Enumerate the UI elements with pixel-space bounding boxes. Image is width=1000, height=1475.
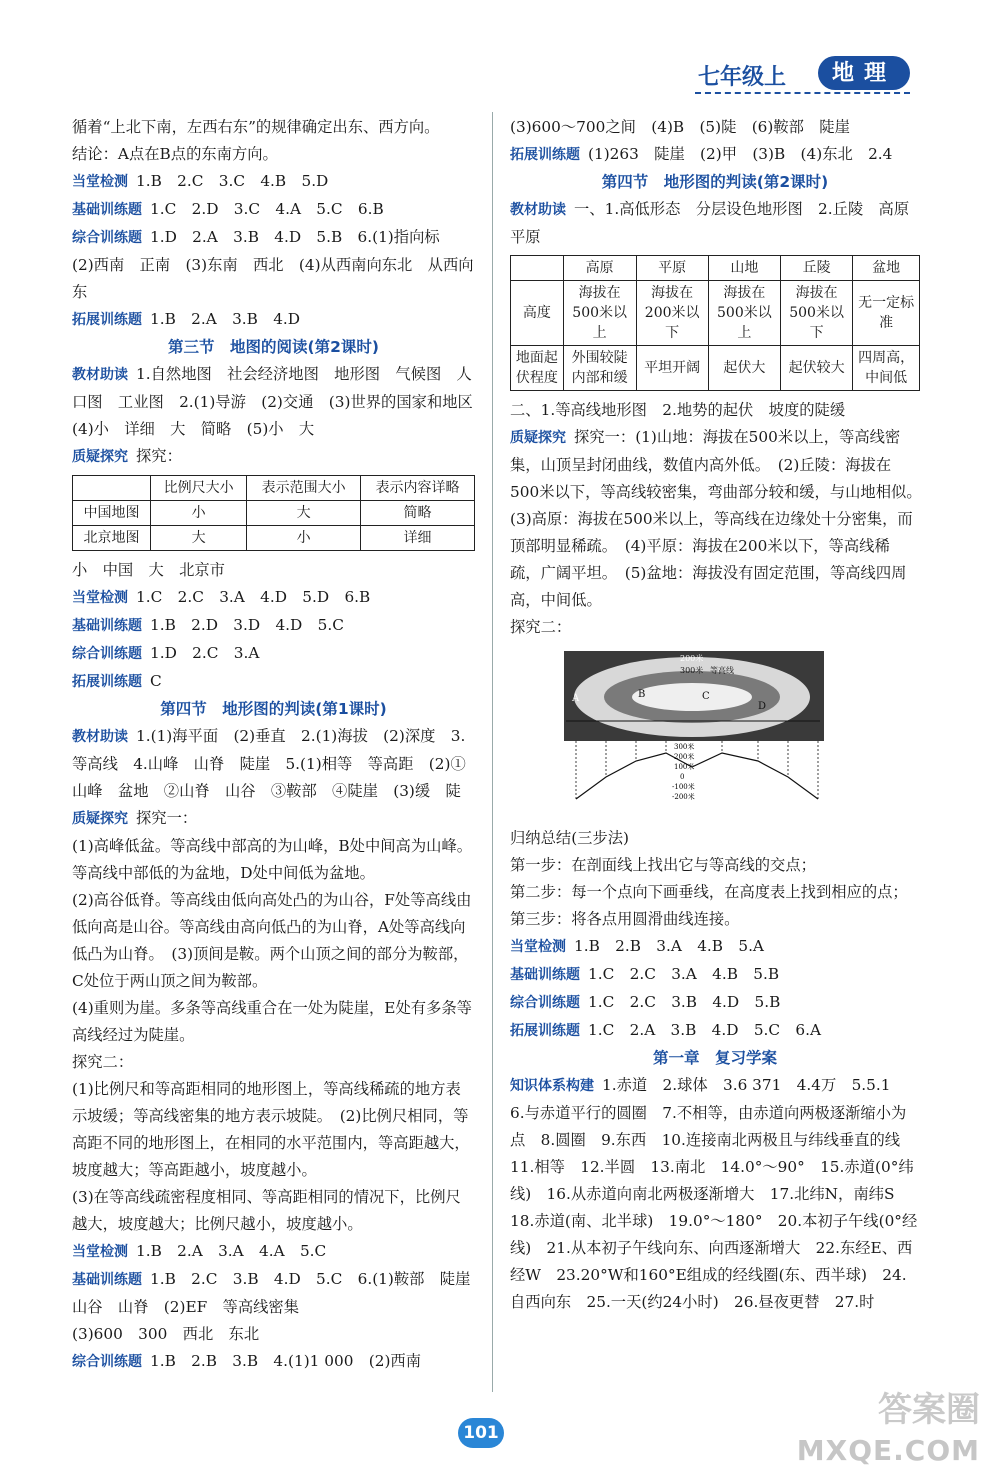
answer-line: 拓展训练题 1.C 2.A 3.B 4.D 5.C 6.A: [510, 1021, 822, 1039]
paragraph: 探究二：: [510, 618, 572, 636]
contour-map-svg: [562, 649, 852, 819]
column-divider: [492, 112, 493, 1392]
table-row: 高度 海拔在500米以上 海拔在200米以下 海拔在500米以上 海拔在500米以下 无一定标准: [511, 281, 920, 346]
answer-line: 当堂检测 1.B 2.A 3.A 4.A 5.C: [72, 1242, 327, 1260]
contour-inner: [632, 683, 752, 711]
height-label: -100米: [672, 783, 695, 791]
contour-label: 200米: [680, 654, 704, 663]
paragraph: (3)在等高线疏密程度相同、等高距相同的情况下，比例尺越大，坡度越大；比例尺越小，坡度越小。: [72, 1188, 461, 1233]
drop-lines: [576, 741, 818, 799]
contour-label: 300米: [680, 666, 704, 675]
section-title: 第一章 复习学案: [652, 1049, 777, 1067]
section-title: 第四节 地形图的判读(第1课时): [160, 700, 387, 718]
paragraph: 第一步：在剖面线上找出它与等高线的交点；: [510, 856, 816, 874]
section-title: 第四节 地形图的判读(第2课时): [601, 173, 829, 191]
answer-line: 综合训练题 1.C 2.C 3.B 4.D 5.B: [510, 993, 781, 1011]
paragraph: 第三步：将各点用圆滑曲线连接。: [510, 910, 740, 928]
point-label: A: [572, 693, 580, 704]
answer-line: 基础训练题 1.C 2.C 3.A 4.B 5.B: [510, 965, 780, 983]
paragraph: 探究二：: [72, 1053, 134, 1071]
contour-profile-figure: [562, 649, 852, 819]
answer-line: 教材助读 1.(1)海平面 (2)垂直 2.(1)海拔 (2)深度 3.等高线 4.山峰 山脊 陡崖 5.(1)相等 等高距 (2)①山峰 盆地 ②山脊 山谷 ③鞍部 ④陡崖 (3)缓 陡: [72, 727, 466, 800]
answer-line: 拓展训练题 (1)263 陡崖 (2)甲 (3)B (4)东北 2.4: [510, 145, 893, 163]
point-label: C: [702, 691, 710, 702]
answer-line: 质疑探究 探究一：(1)山地：海拔在500米以上，等高线密集，山顶呈封闭曲线，数值内高外低。 (2)丘陵：海拔在500米以下，等高线较密集，弯曲部分较和缓，与山地相似。 (3)高原：海拔在500米以上，等高线在边缘处十分密集，而顶部明显稀疏。 (4)平原：海拔在200米以下，等高线稀疏，广阔平坦。 (5)盆地：海拔没有固定范围，等高线四周高，中间低。: [510, 428, 930, 609]
table-row: 中国地图 小 大 简略: [73, 501, 475, 526]
watermark-url: MXQE.COM: [796, 1434, 980, 1467]
profile-curve: [576, 753, 818, 799]
paragraph: 循着“上北下南，左西右东”的规律确定出东、西方向。: [72, 118, 440, 136]
answer-line: 教材助读 1.自然地图 社会经济地图 地形图 气候图 人口图 工业图 2.(1)导游 (2)交通 (3)世界的国家和地区 (4)小 详细 大 简略 (5)小 大: [72, 365, 489, 438]
table-row: 北京地图 大 小 详细: [73, 526, 475, 551]
height-label: 0: [680, 773, 685, 781]
paragraph: 结论：A点在B点的东南方向。: [72, 145, 278, 163]
answer-line: 拓展训练题 C: [72, 672, 162, 690]
answer-line: 知识体系构建 1.赤道 2.球体 3.6 371 4.4万 5.5.1 6.与赤道平行的圆圈 7.不相等，由赤道向两极逐渐缩小为点 8.圆圈 9.东西 10.连接南北两极且与纬线垂直的线 11.相等 12.半圆 13.南北 14.0°～90° 15.赤道(0°纬线) 16.从赤道向南北两极逐渐增大 17.北纬N，南纬S 18.赤道(南、北半球) 19.0°～180° 20.本初子午线(0°经线) 21.从本初子午线向东、向西逐渐增大 22.东经E、西经W 23.20°W和160°E组成的经线圈(东、西半球) 24.自西向东 25.一天(约24小时) 26.昼夜更替 27.时: [510, 1076, 918, 1311]
height-label: -200米: [672, 793, 695, 801]
answer-line: 教材助读 一、1.高低形态 分层设色地形图 2.丘陵 高原 平原: [510, 200, 925, 246]
table-row: 地面起伏程度 外围较陡内部和缓 平坦开阔 起伏大 起伏较大 四周高，中间低: [511, 346, 920, 391]
paragraph: (1)比例尺和等高距相同的地形图上，等高线稀疏的地方表示坡缓；等高线密集的地方表示坡陡。 (2)比例尺相同，等高距不同的地形图上，在相同的水平范围内，等高距越大，坡度越大；等高距越小，坡度越小。: [72, 1080, 470, 1179]
answer-line: 当堂检测 1.B 2.B 3.A 4.B 5.A: [510, 937, 764, 955]
contour-label: 等高线: [710, 666, 734, 675]
paragraph: (4)重则为崖。多条等高线重合在一处为陡崖，E处有多条等高线经过为陡崖。: [72, 999, 472, 1044]
header-subject-badge: 地理: [818, 56, 910, 90]
answer-line: 基础训练题 1.C 2.D 3.C 4.A 5.C 6.B: [72, 200, 384, 218]
answer-line: 当堂检测 1.C 2.C 3.A 4.D 5.D 6.B: [72, 588, 371, 606]
answer-line: 拓展训练题 1.B 2.A 3.B 4.D: [72, 310, 301, 328]
left-column: [72, 114, 489, 1376]
page-number: 101: [458, 1418, 504, 1448]
answer-line: 质疑探究 探究一：: [72, 809, 198, 827]
paragraph: (2)高谷低脊。等高线由低向高处凸的为山谷，F处等高线由低向高是山谷。等高线由高向低凸的为山脊，A处等高线向低凸为山脊。 (3)顶间是鞍。两个山顶之间的部分为鞍部，C处位于两山顶之间为鞍部。: [72, 891, 472, 990]
point-label: B: [638, 689, 646, 700]
section-title: 第三节 地图的阅读(第2课时): [168, 338, 379, 356]
height-label: 100米: [674, 763, 695, 771]
scale-comparison-table: 比例尺大小 表示范围大小 表示内容详略 中国地图 小 大 简略 北京地图 大 小 详细: [72, 475, 475, 551]
height-label: 200米: [674, 753, 695, 761]
answer-line: 综合训练题 1.B 2.B 3.B 4.(1)1 000 (2)西南: [72, 1352, 422, 1370]
answer-line: 综合训练题 1.D 2.C 3.A: [72, 644, 260, 662]
answer-line: 质疑探究 探究：: [72, 447, 182, 465]
paragraph: 小 中国 大 北京市: [72, 561, 225, 579]
landform-table: 高原 平原 山地 丘陵 盆地 高度 海拔在500米以上 海拔在200米以下 海拔在500米以上 海拔在500米以下 无一定标准 地面起伏程度 外围较陡内部和缓 平坦开阔 起伏大 起伏较大 四周高，中间低: [510, 255, 920, 391]
watermark-logo: 答案圈: [878, 1390, 980, 1430]
answer-line: 基础训练题 1.B 2.D 3.D 4.D 5.C: [72, 616, 344, 634]
paragraph: 归纳总结(三步法): [510, 829, 630, 847]
point-label: D: [758, 701, 767, 712]
height-label: 300米: [674, 743, 695, 751]
paragraph: 二、1.等高线地形图 2.地势的起伏 坡度的陡缓: [510, 401, 846, 419]
header-grade: 七年级上: [698, 64, 787, 90]
paragraph: (3)600 300 西北 东北: [72, 1325, 260, 1343]
paragraph: 第二步：每一个点向下画垂线，在高度表上找到相应的点；: [510, 883, 908, 901]
paragraph: (3)600～700之间 (4)B (5)陡 (6)鞍部 陡崖: [510, 118, 850, 136]
paragraph: (1)高峰低盆。等高线中部高的为山峰，B处中间高为山峰。等高线中部低的为盆地，D处中间低为盆地。: [72, 837, 473, 882]
answer-line: 当堂检测 1.B 2.C 3.C 4.B 5.D: [72, 172, 329, 190]
header-underline: [695, 92, 910, 94]
answer-line: 综合训练题 1.D 2.A 3.B 4.D 5.B 6.(1)指向标 (2)西南 正南 (3)东南 西北 (4)从西南向东北 从西向东: [72, 228, 474, 301]
right-column: [510, 114, 930, 1316]
answer-line: 基础训练题 1.B 2.C 3.B 4.D 5.C 6.(1)鞍部 陡崖 山谷 山脊 (2)EF 等高线密集: [72, 1270, 486, 1316]
